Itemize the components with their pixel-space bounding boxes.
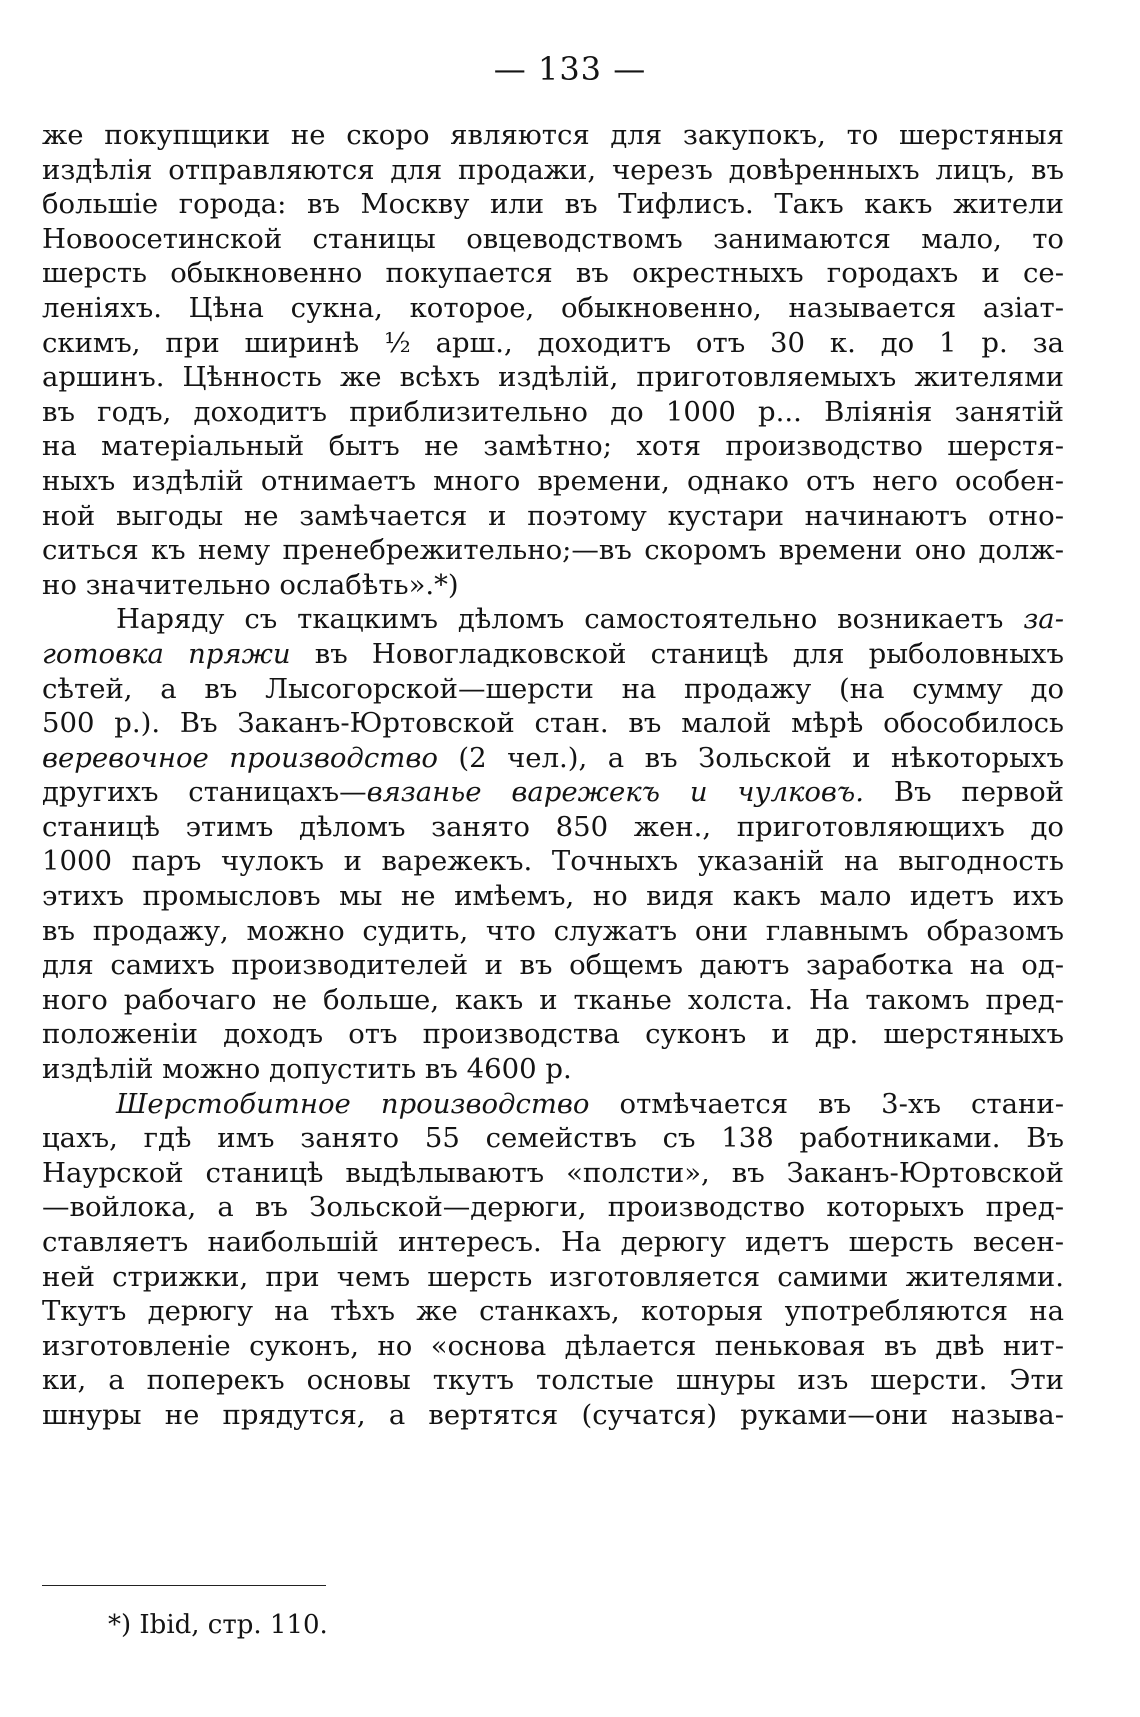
text-line: сѣтей, а въ Лысогорской—шерсти на продажу (на сумму до [42, 672, 1064, 705]
text-span: въ Новогладковской станицѣ для рыболовныхъ [290, 637, 1064, 670]
footnote-divider [42, 1585, 326, 1586]
italic-term: Шерстобитное производство [116, 1087, 590, 1120]
text-line: положеніи доходъ отъ производства суконъ и др. шерстяныхъ [42, 1018, 1064, 1051]
text-line: ставляетъ наибольшій интересъ. На дерюгу идетъ шерсть весен- [42, 1226, 1064, 1258]
text-line [42, 602, 1064, 637]
text-line: аршинъ. Цѣнность же всѣхъ издѣлій, приготовляемыхъ жителями [42, 361, 1064, 394]
text-line: Наурской станицѣ выдѣлываютъ «полсти», въ Заканъ-Юртовской [42, 1156, 1064, 1189]
text-line: шерсть обыкновенно покупается въ окрестныхъ городахъ и се- [42, 257, 1064, 290]
text-line: леніяхъ. Цѣна сукна, которое, обыкновенно, называется азіат- [42, 291, 1064, 324]
text-line: въ продажу, можно судить, что служатъ они главнымъ образомъ [42, 914, 1064, 947]
text-line: Новоосетинской станицы овцеводствомъ занимаются мало, то [42, 222, 1064, 255]
text-line: —войлока, а въ Зольской—дерюги, производство которыхъ пред- [42, 1191, 1064, 1224]
text-line: же покупщики не скоро являются для закупокъ, то шерстяныя [42, 119, 1064, 151]
text-span: другихъ станицахъ— [42, 776, 367, 809]
text-line: ной выгоды не замѣчается и поэтому кустари начинаютъ отно- [42, 499, 1064, 532]
text-line: большіе города: въ Москву или въ Тифлисъ. Такъ какъ жители [42, 188, 1064, 221]
footnote: *) Ibid, стр. 110. [108, 1610, 328, 1640]
text-line: изготовленіе суконъ, но «основа дѣлается пеньковая въ двѣ нит- [42, 1329, 1064, 1362]
page-number: — 133 — [493, 50, 647, 88]
text-span: (2 чел.), а въ Зольской и нѣкоторыхъ [437, 741, 1064, 774]
text-line: для самихъ производителей и въ общемъ даютъ заработка на од- [42, 949, 1064, 982]
text-line: ки, а поперекъ основы ткутъ толстые шнуры изъ шерсти. Эти [42, 1364, 1064, 1397]
text-line: станицѣ этимъ дѣломъ занято 850 жен., приготовляющихъ до [42, 810, 1064, 843]
paragraph-1 [42, 118, 1064, 602]
text-line: ныхъ издѣлій отнимаетъ много времени, однако отъ него особен- [42, 464, 1064, 497]
text-line: ного рабочаго не больше, какъ и тканье холста. На такомъ пред- [42, 983, 1064, 1016]
text-line: ней стрижки, при чемъ шерсть изготовляется самими жителями. [42, 1260, 1064, 1293]
italic-term: вязанье варежекъ и чулковъ. [366, 776, 865, 809]
text-line [42, 1087, 1064, 1122]
text-line: въ годъ, доходитъ приблизительно до 1000 р... Вліянія занятій [42, 395, 1064, 428]
text-line: 500 р.). Въ Заканъ-Юртовской стан. въ малой мѣрѣ обособилось [42, 707, 1064, 740]
text-line: скимъ, при ширинѣ ½ арш., доходитъ отъ 30 к. до 1 р. за [42, 326, 1064, 359]
text-line [42, 637, 1064, 672]
text-line: издѣлій можно допустить въ 4600 р. [42, 1053, 572, 1086]
body-text [42, 118, 1064, 1433]
text-line: Ткутъ дерюгу на тѣхъ же станкахъ, которыя употребляются на [42, 1295, 1064, 1328]
text-line: на матеріальный бытъ не замѣтно; хотя производство шерстя- [42, 430, 1064, 463]
italic-term: готовка пряжи [42, 637, 291, 670]
italic-term: веревочное производство [42, 741, 438, 774]
text-line: но значительно ослабѣть».*) [42, 568, 459, 601]
text-line: 1000 паръ чулокъ и варежекъ. Точныхъ указаній на выгодность [42, 845, 1064, 878]
text-line: цахъ, гдѣ имъ занято 55 семействъ съ 138 работниками. Въ [42, 1122, 1064, 1155]
italic-term: за- [1023, 603, 1064, 636]
paragraph-3 [42, 1087, 1064, 1433]
paragraph-2 [42, 602, 1064, 1086]
text-span: Наряду съ ткацкимъ дѣломъ самостоятельно возникаетъ [116, 603, 1024, 636]
text-line: этихъ промысловъ мы не имѣемъ, но видя какъ мало идетъ ихъ [42, 880, 1064, 913]
text-span: отмѣчается въ 3-хъ стани- [589, 1087, 1064, 1120]
text-line [42, 775, 1064, 810]
text-line [42, 741, 1064, 776]
text-line: ситься къ нему пренебрежительно;—въ скоромъ времени оно долж- [42, 534, 1064, 567]
text-span: Въ первой [864, 776, 1064, 809]
text-line: издѣлія отправляются для продажи, черезъ довѣренныхъ лицъ, въ [42, 153, 1064, 186]
text-line: шнуры не прядутся, а вертятся (сучатся) руками—они называ- [42, 1398, 1064, 1431]
